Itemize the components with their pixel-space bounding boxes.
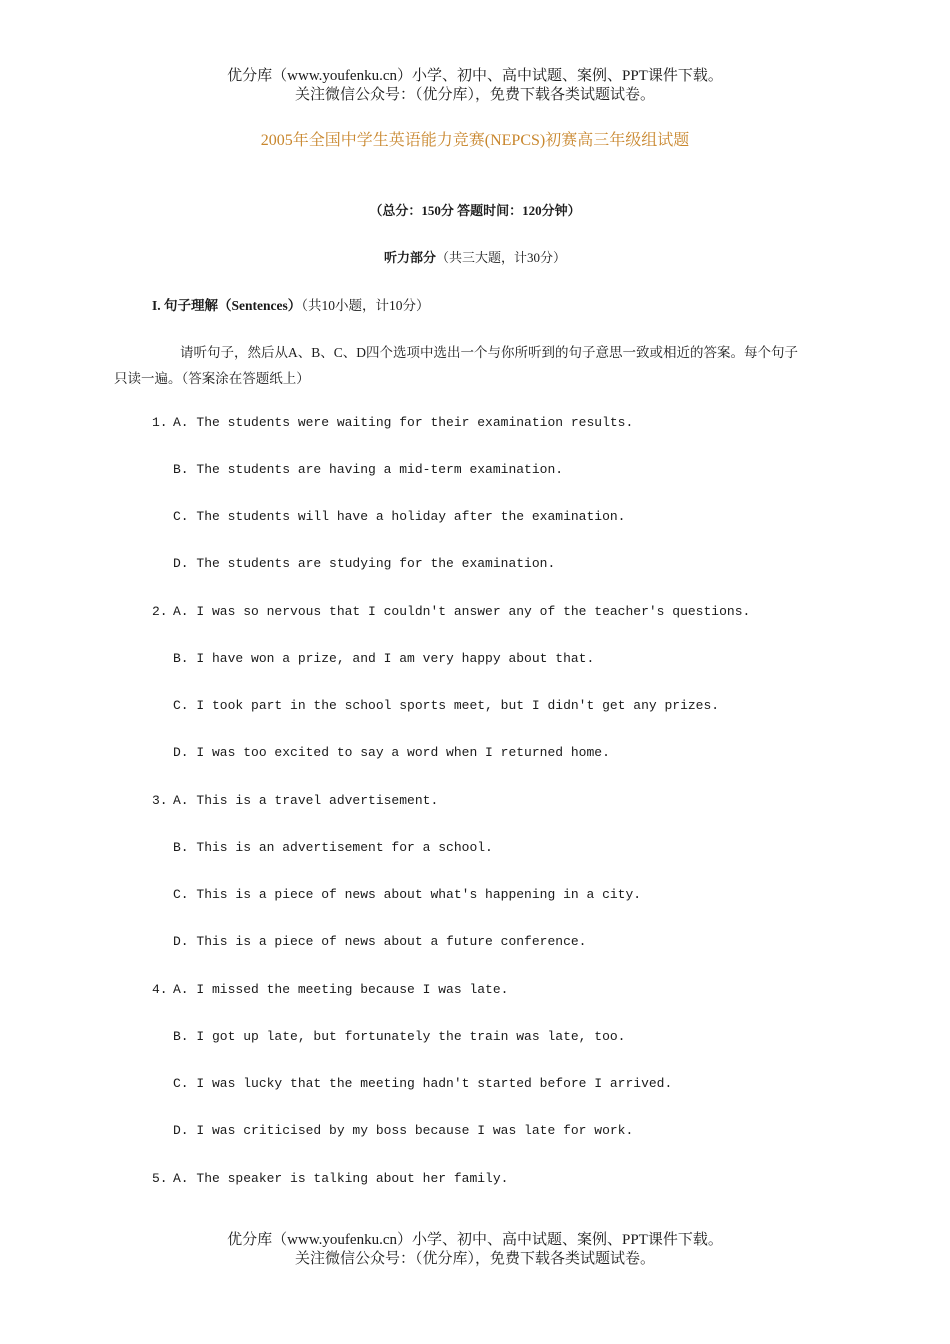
question-5-number: 5. <box>152 1171 168 1186</box>
question-4-number: 4. <box>152 982 168 997</box>
question-2-option-c: C. I took part in the school sports meet, but I didn't get any prizes. <box>173 698 720 713</box>
question-1-option-c: C. The students will have a holiday after the examination. <box>173 509 626 524</box>
question-2-option-d: D. I was too excited to say a word when I returned home. <box>173 745 610 760</box>
question-4-option-c: C. I was lucky that the meeting hadn't started before I arrived. <box>173 1076 673 1091</box>
score-info: （总分：150分 答题时间：120分钟） <box>369 203 581 218</box>
question-5-option-a: A. The speaker is talking about her family. <box>173 1171 509 1186</box>
section-1-heading <box>152 294 430 314</box>
question-3-option-a: A. This is a travel advertisement. <box>173 793 439 808</box>
listening-heading <box>0 247 950 266</box>
listening-note: （共三大题，计30分） <box>436 250 567 265</box>
question-1-number: 1. <box>152 415 168 430</box>
question-2-option-a: A. I was so nervous that I couldn't answer any of the teacher's questions. <box>173 604 751 619</box>
question-3-option-d: D. This is a piece of news about a future conference. <box>173 934 587 949</box>
question-4-option-a: A. I missed the meeting because I was late. <box>173 982 509 997</box>
question-3-option-c: C. This is a piece of news about what's happening in a city. <box>173 887 642 902</box>
section-1-note: （共10小题，计10分） <box>301 298 430 313</box>
listening-heading-text: 听力部分 <box>383 250 436 265</box>
question-1-option-d: D. The students are studying for the examination. <box>173 556 556 571</box>
question-2-option-b: B. I have won a prize, and I am very happy about that. <box>173 651 595 666</box>
question-1-option-a: A. The students were waiting for their examination results. <box>173 415 634 430</box>
question-1-option-b: B. The students are having a mid-term examination. <box>173 462 564 477</box>
section-1-heading-text: I. 句子理解（Sentences） <box>152 298 302 313</box>
header-line-2: 关注微信公众号：（优分库），免费下载各类试题试卷。 <box>294 87 655 103</box>
question-3-option-b: B. This is an advertisement for a school. <box>173 840 493 855</box>
question-2-number: 2. <box>152 604 168 619</box>
document-title: 2005年全国中学生英语能力竞赛(NEPCS)初赛高三年级组试题 <box>260 132 690 149</box>
instructions-line-1: 请听句子，然后从A、B、C、D四个选项中选出一个与你所听到的句子意思一致或相近的答案。每个句子 <box>180 345 799 360</box>
question-4-option-b: B. I got up late, but fortunately the train was late, too. <box>173 1029 626 1044</box>
question-4-option-d: D. I was criticised by my boss because I was late for work. <box>173 1123 634 1138</box>
question-3-number: 3. <box>152 793 168 808</box>
footer-line-1: 优分库（www.youfenku.cn）小学、初中、高中试题、案例、PPT课件下载。 <box>227 1232 723 1248</box>
header-line-1: 优分库（www.youfenku.cn）小学、初中、高中试题、案例、PPT课件下载。 <box>227 68 723 84</box>
footer-line-2: 关注微信公众号：（优分库），免费下载各类试题试卷。 <box>294 1251 655 1267</box>
instructions-line-2: 只读一遍。（答案涂在答题纸上） <box>114 371 310 386</box>
